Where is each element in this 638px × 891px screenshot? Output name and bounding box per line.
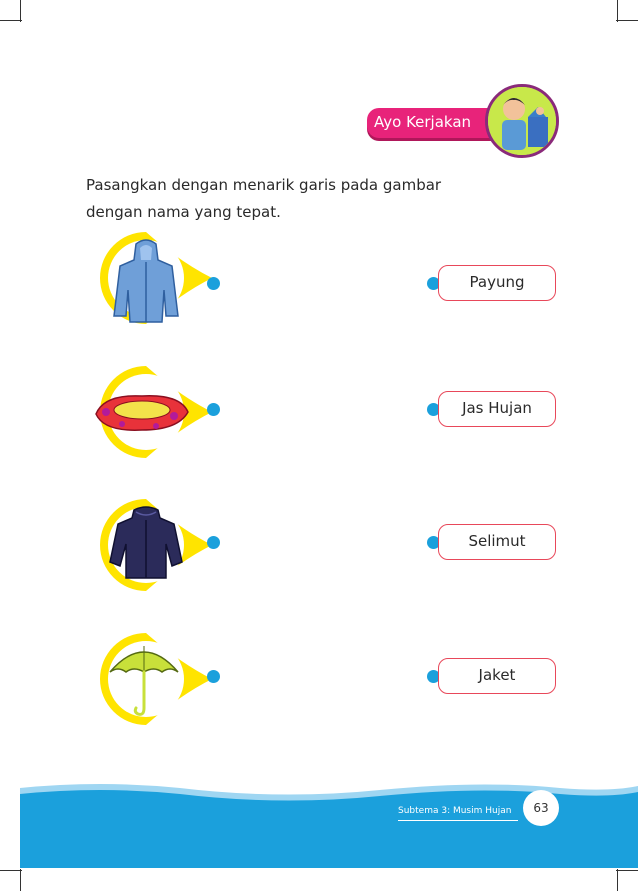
crop-mark [20,869,21,891]
label-selimut: Selimut [438,524,556,560]
footer-underline [398,820,518,821]
raincoat-icon [106,238,186,324]
crop-mark [616,20,638,21]
match-dot-left[interactable] [207,277,220,290]
crop-mark [617,869,618,891]
label-jas-hujan: Jas Hujan [438,391,556,427]
umbrella-icon [106,638,182,718]
crop-mark [0,870,22,871]
blanket-icon [94,388,190,436]
label-jaket: Jaket [438,658,556,694]
crop-mark [20,0,21,22]
footer-subtheme: Subtema 3: Musim Hujan [398,806,512,816]
crop-mark [616,870,638,871]
jacket-icon [106,504,186,580]
crop-mark [617,0,618,22]
crop-mark [0,20,22,21]
label-payung: Payung [438,265,556,301]
match-dot-left[interactable] [207,536,220,549]
activity-badge-label: Ayo Kerjakan [374,113,472,131]
instructions [86,172,526,226]
instruction-line: dengan nama yang tepat. [86,203,281,221]
match-dot-left[interactable] [207,670,220,683]
mascot-icon [485,84,559,158]
instruction-line: Pasangkan dengan menarik garis pada gambar [86,176,442,194]
match-dot-left[interactable] [207,403,220,416]
page-number: 63 [523,790,559,826]
